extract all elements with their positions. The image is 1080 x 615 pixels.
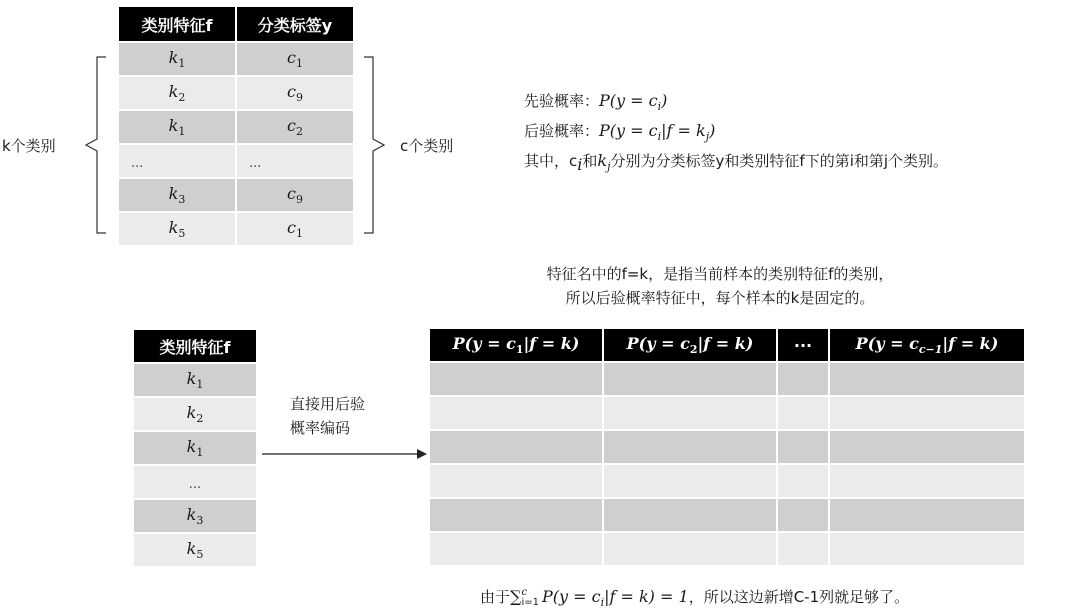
footer-note: 由于∑ c i=1 $P(y = c_i|f = k) = 1$，所以这边新增C-1列就足够了。 xyxy=(480,586,910,610)
c-cell: $c_9$ xyxy=(287,81,303,105)
k-cell: $k_5$ xyxy=(186,538,204,562)
table-row xyxy=(133,363,257,397)
k-cell: $k_3$ xyxy=(186,504,204,528)
table-row xyxy=(429,396,1025,430)
k-cell: $k_1$ xyxy=(186,436,204,460)
top-header-class-label: 分类标签y xyxy=(236,6,354,42)
middle-note-line1: 特征名中的f=k，是指当前样本的类别特征f的类别， xyxy=(546,265,894,283)
table-row xyxy=(133,499,257,533)
k-cell: $k_3$ xyxy=(168,183,186,207)
ellipsis-cell: ... xyxy=(131,155,144,171)
table-row xyxy=(118,178,354,212)
bottom-header-category-feature: 类别特征f xyxy=(133,329,257,363)
k-cell: $k_1$ xyxy=(168,115,186,139)
table-row xyxy=(118,42,354,76)
arrow-label: 直接用后验 概率编码 xyxy=(290,395,366,437)
right-brace-label: c个类别 xyxy=(400,137,454,155)
top-table xyxy=(117,5,355,247)
middle-note xyxy=(430,262,1010,310)
c-cell: $c_9$ xyxy=(287,183,303,207)
table-row xyxy=(118,110,354,144)
header-posterior-c1: $P(y = c_1|f = k)$ xyxy=(429,328,603,362)
c-cell: $c_2$ xyxy=(287,115,303,139)
table-row xyxy=(118,76,354,110)
table-row xyxy=(429,430,1025,464)
table-row xyxy=(429,498,1025,532)
definitions xyxy=(524,89,948,180)
header-ellipsis: ··· xyxy=(777,328,829,362)
ellipsis-cell: ... xyxy=(188,476,202,492)
table-row xyxy=(118,212,354,246)
k-cell: $k_5$ xyxy=(168,217,186,241)
right-brace-icon xyxy=(360,55,390,235)
k-cell: $k_1$ xyxy=(168,47,186,71)
k-cell: $k_1$ xyxy=(186,368,204,392)
table-row xyxy=(118,144,354,178)
ellipsis-cell: ... xyxy=(249,155,262,171)
header-posterior-c2: $P(y = c_2|f = k)$ xyxy=(603,328,777,362)
k-cell: $k_2$ xyxy=(168,81,186,105)
table-row xyxy=(133,397,257,431)
k-cell: $k_2$ xyxy=(186,402,204,426)
middle-note-line2: 所以后验概率特征中，每个样本的k是固定的。 xyxy=(565,289,875,307)
left-brace-icon xyxy=(80,55,110,235)
table-row xyxy=(133,431,257,465)
table-row xyxy=(429,362,1025,396)
table-row xyxy=(429,464,1025,498)
c-cell: $c_1$ xyxy=(287,47,303,71)
bottom-left-table xyxy=(132,328,258,568)
right-arrow-icon xyxy=(262,447,428,461)
posterior-definition: 后验概率：$P(y = c_i|f = k_j)$ xyxy=(524,121,716,144)
table-row xyxy=(133,533,257,567)
c-cell: $c_1$ xyxy=(287,217,303,241)
top-header-category-feature: 类别特征f xyxy=(118,6,236,42)
bottom-right-table xyxy=(428,327,1026,567)
header-posterior-c-minus-1: $P(y = c_{c-1}|f = k)$ xyxy=(829,328,1025,362)
table-row xyxy=(429,532,1025,566)
prior-definition: 先验概率：$P(y = c_i)$ xyxy=(524,91,668,114)
table-row xyxy=(133,465,257,499)
left-brace-label: k个类别 xyxy=(2,137,56,155)
where-clause: 其中，$c_i$和$k_j$分别为分类标签y和类别特征f下的第i和第j个类别。 xyxy=(524,151,949,175)
